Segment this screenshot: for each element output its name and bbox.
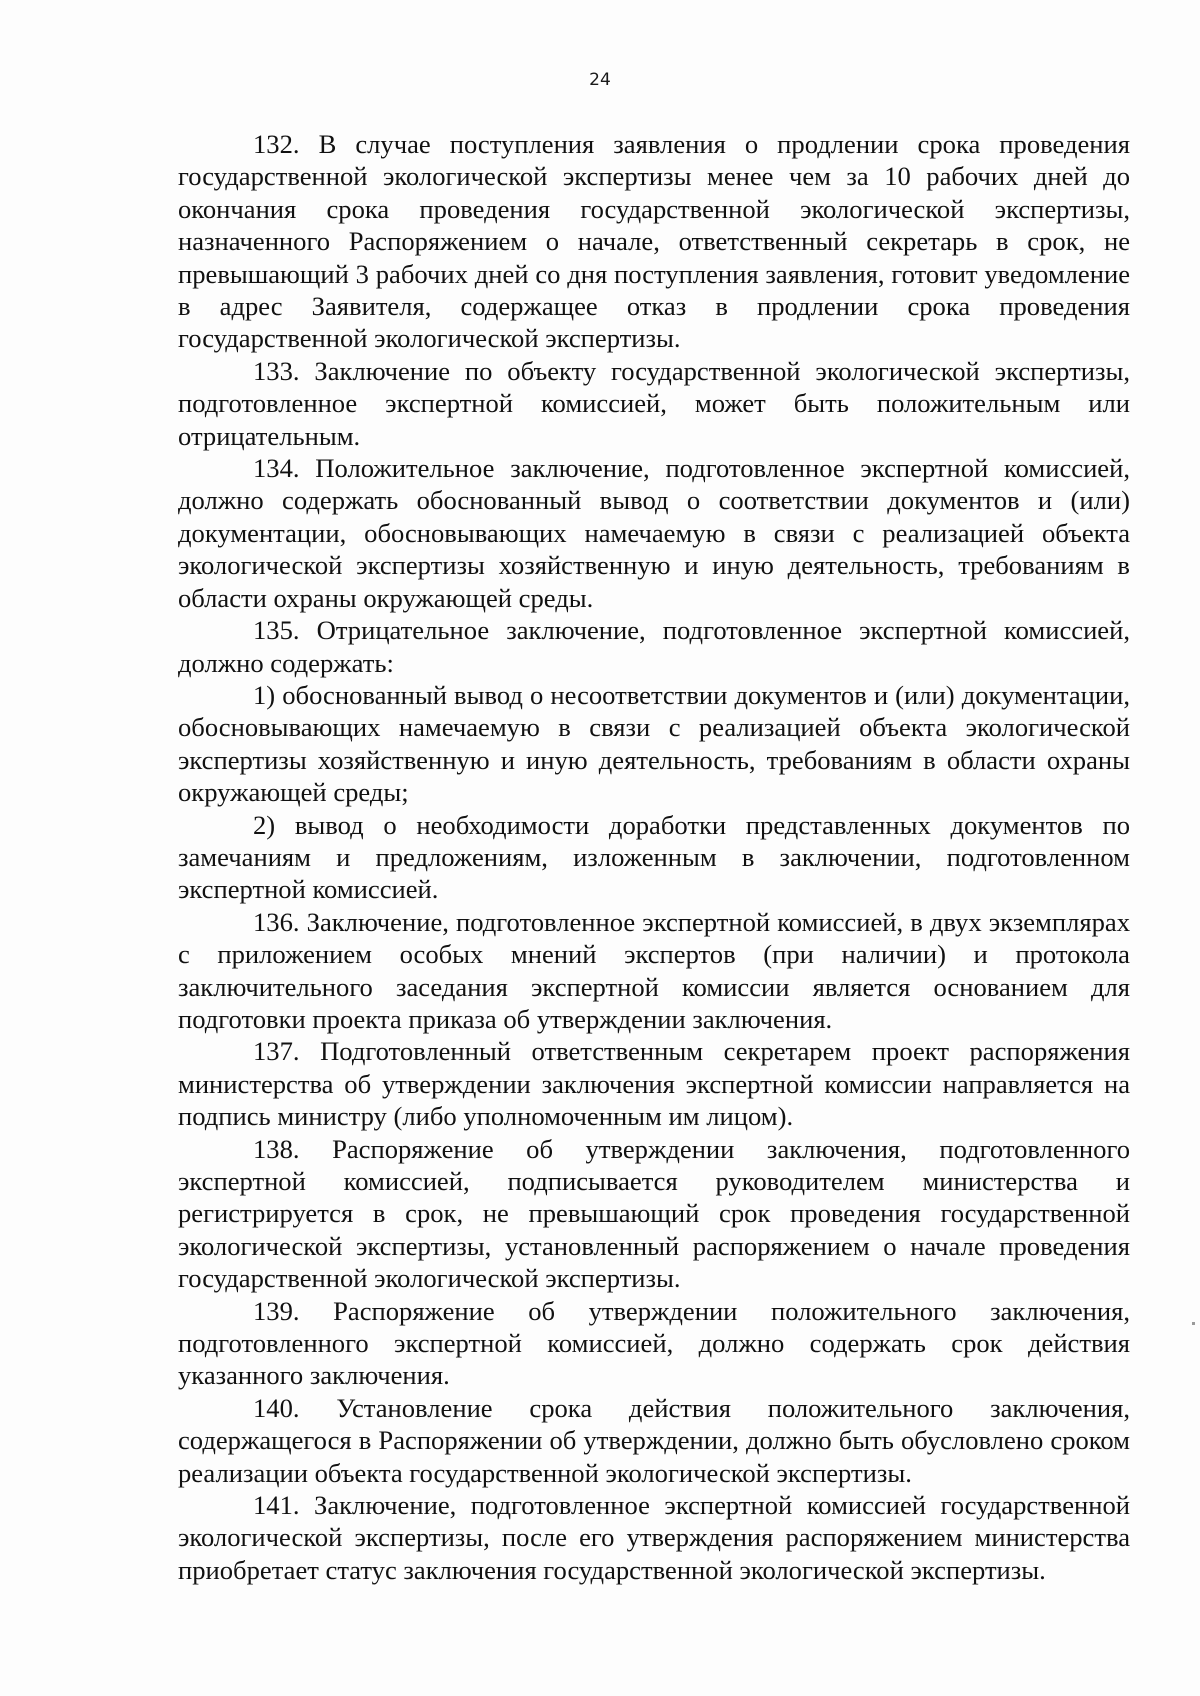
paragraph-135-item-1: 1) обоснованный вывод о несоответствии документов и (или) документации, обосновывающих намечаемую в связи с реализацией объекта экологической экспертизы хозяйственную и иную деятельность, требованиям в области охраны окружающей среды; (178, 679, 1130, 808)
document-body (178, 128, 1130, 1586)
paragraph-136: 136. Заключение, подготовленное экспертной комиссией, в двух экземплярах с приложением особых мнений экспертов (при наличии) и протокола заключительного заседания экспертной комиссии является основанием для подготовки проекта приказа об утверждении заключения. (178, 906, 1130, 1034)
page-number: 24 (589, 70, 611, 90)
paragraph-133: 133. Заключение по объекту государственной экологической экспертизы, подготовленное экспертной комиссией, может быть положительным или отрицательным. (178, 355, 1130, 451)
paragraph-138: 138. Распоряжение об утверждении заключения, подготовленного экспертной комиссией, подписывается руководителем министерства и регистрируется в срок, не превышающий срок проведения государственной экологической экспертизы, установленный распоряжением о начале проведения государственной экологической экспертизы. (178, 1133, 1130, 1294)
paragraph-135-item-2: 2) вывод о необходимости доработки представленных документов по замечаниям и предложениям, изложенным в заключении, подготовленном экспертной комиссией. (178, 809, 1130, 905)
paragraph-132: 132. В случае поступления заявления о продлении срока проведения государственной экологической экспертизы менее чем за 10 рабочих дней до окончания срока проведения государственной экологической экспертизы, назначенного Распоряжением о начале, ответственный секретарь в срок, не превышающий 3 рабочих дней со дня поступления заявления, готовит уведомление в адрес Заявителя, содержащее отказ в продлении срока проведения государственной экологической экспертизы. (178, 129, 1130, 354)
paragraph-140: 140. Установление срока действия положительного заключения, содержащегося в Распоряжении об утверждении, должно быть обусловлено сроком реализации объекта государственной экологической экспертизы. (178, 1392, 1130, 1488)
paragraph-134: 134. Положительное заключение, подготовленное экспертной комиссией, должно содержать обоснованный вывод о соответствии документов и (или) документации, обосновывающих намечаемую в связи с реализацией объекта экологической экспертизы хозяйственную и иную деятельность, требованиям в области охраны окружающей среды. (178, 453, 1130, 613)
paragraph-137: 137. Подготовленный ответственным секретарем проект распоряжения министерства об утверждении заключения экспертной комиссии направляется на подпись министру (либо уполномоченным им лицом). (178, 1036, 1130, 1132)
scan-speck (1192, 1322, 1195, 1325)
paragraph-141: 141. Заключение, подготовленное экспертной комиссией государственной экологической экспертизы, после его утверждения распоряжением министерства приобретает статус заключения государственной экологической экспертизы. (178, 1490, 1130, 1585)
paragraph-139: 139. Распоряжение об утверждении положительного заключения, подготовленного экспертной комиссией, должно содержать срок действия указанного заключения. (178, 1295, 1130, 1391)
paragraph-135: 135. Отрицательное заключение, подготовленное экспертной комиссией, должно содержать: (178, 615, 1130, 678)
